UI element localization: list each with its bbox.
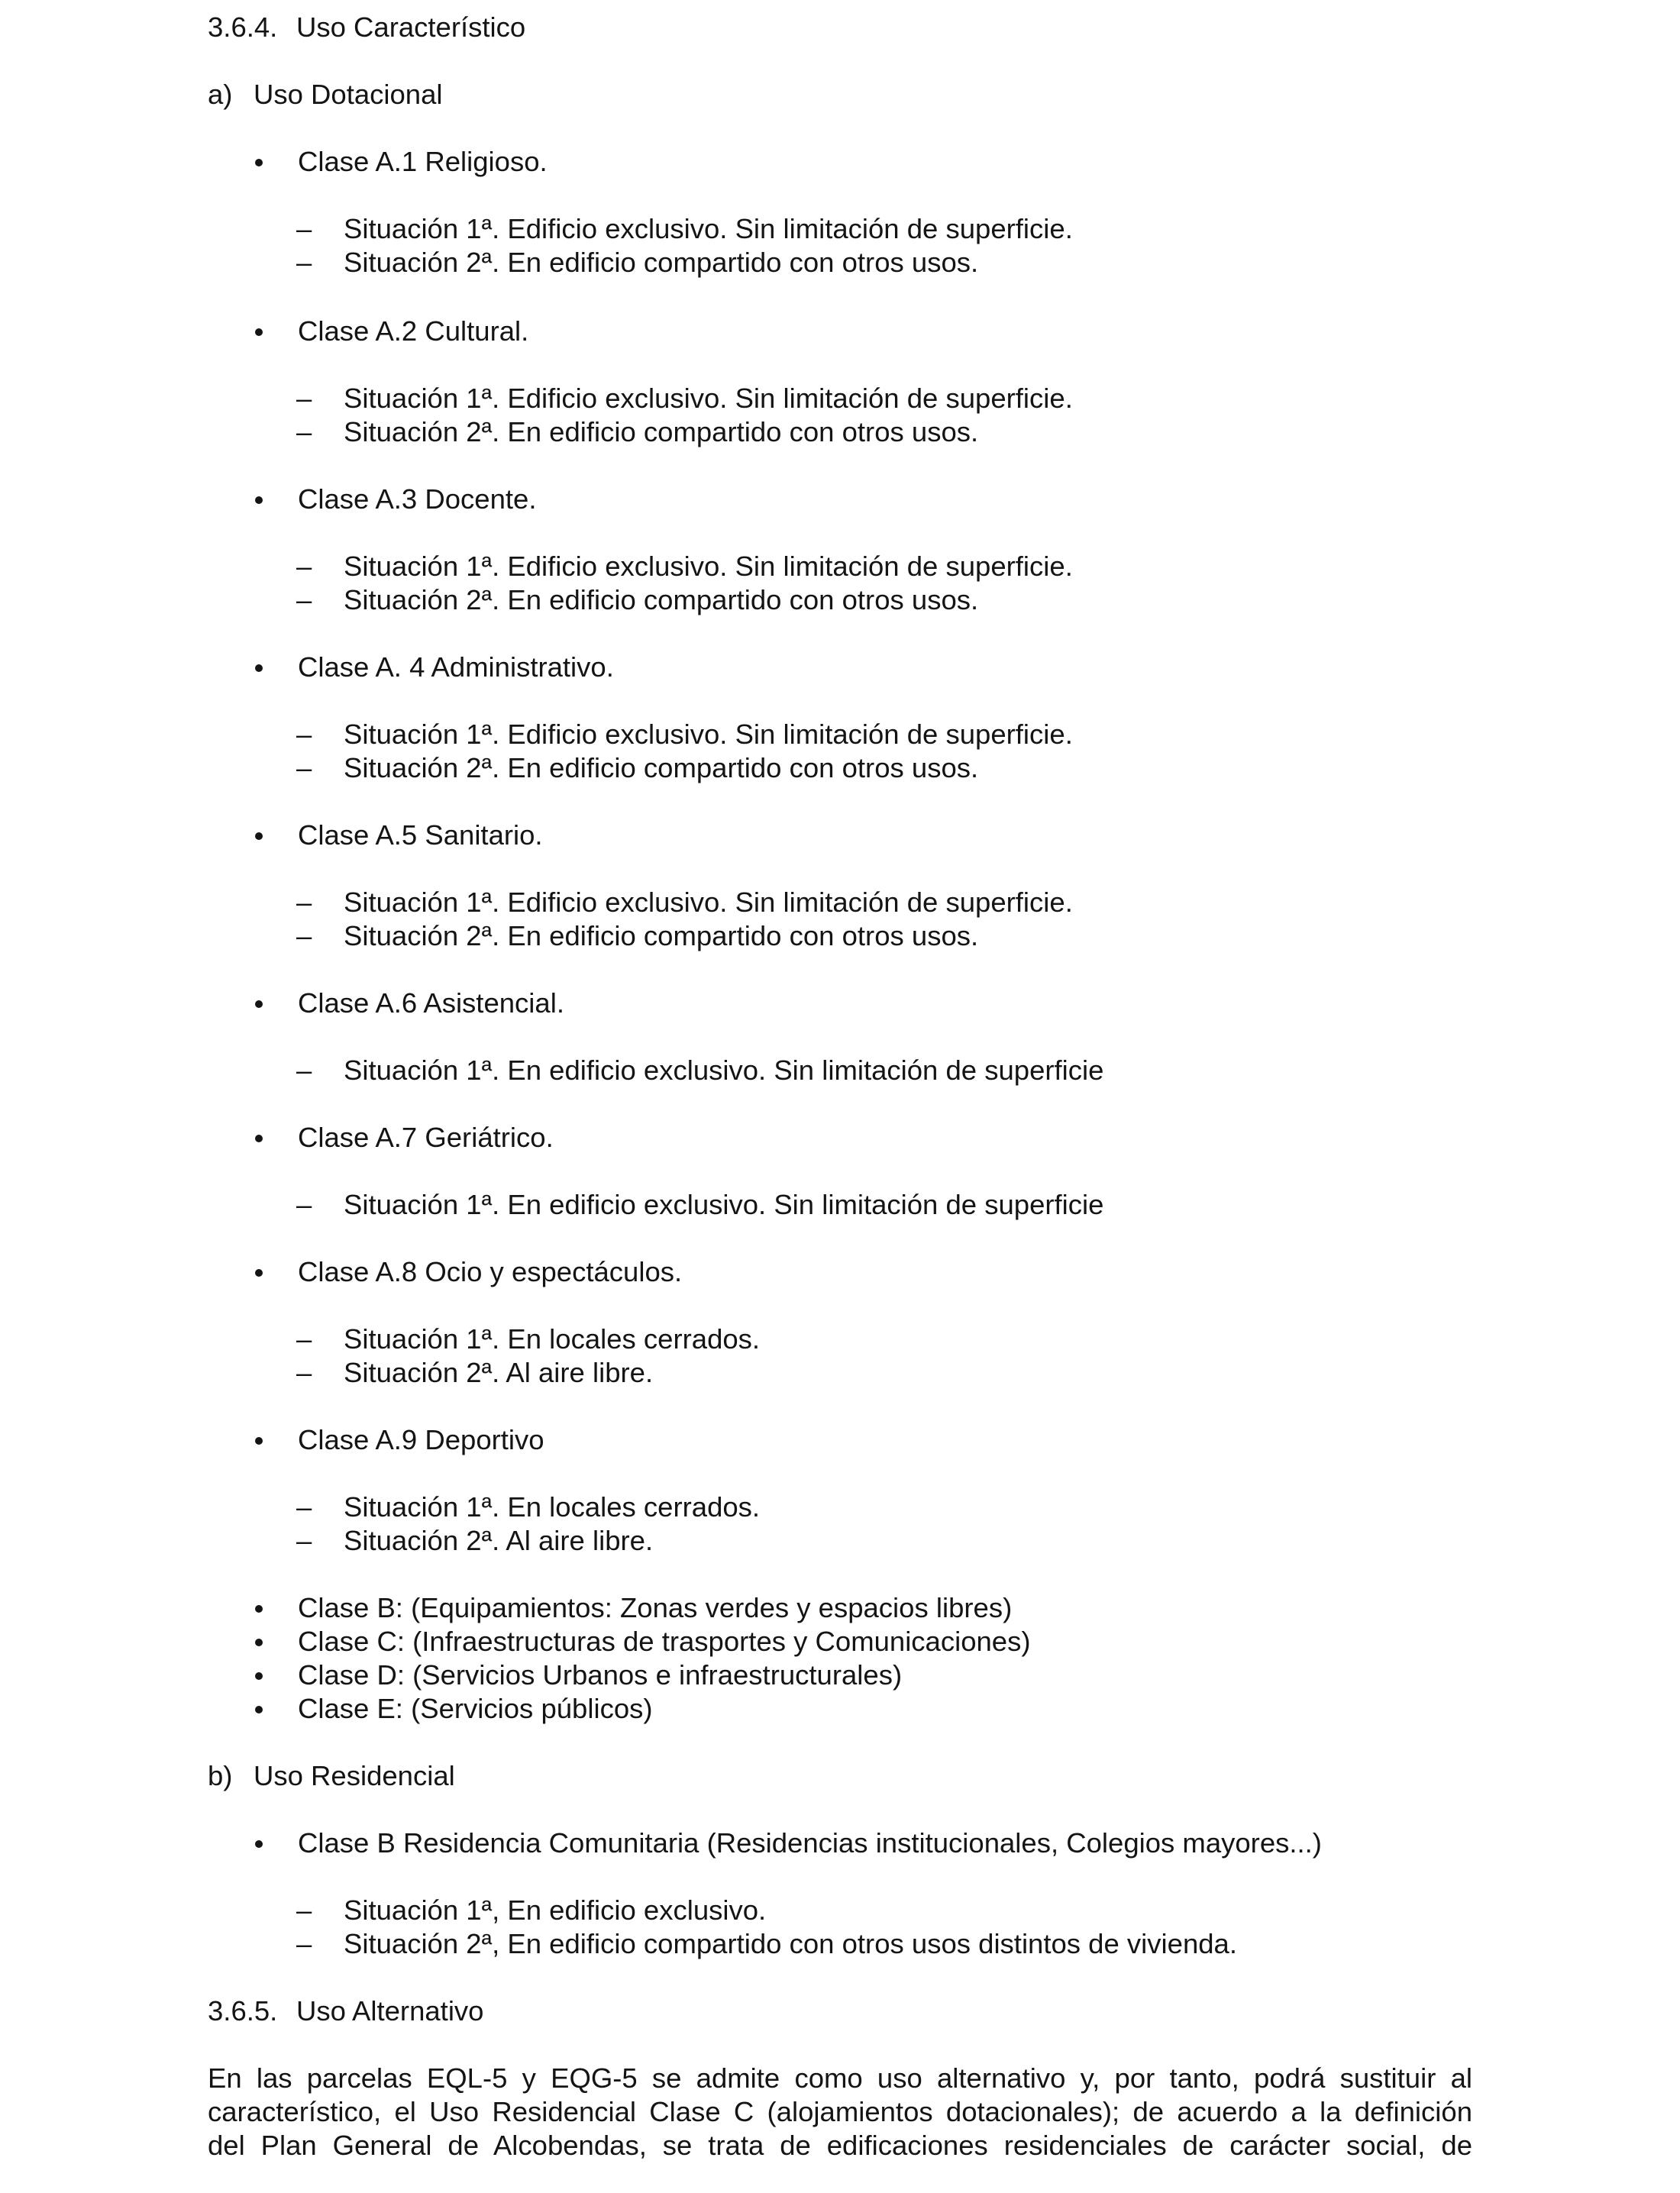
- sub-list-item: [208, 415, 1472, 449]
- section-heading-3-6-4: [208, 11, 1472, 44]
- dash-icon: –: [296, 1894, 312, 1926]
- sub-list-item: [208, 246, 1472, 279]
- dash-icon: –: [296, 584, 312, 615]
- sub-list-text: Situación 2ª. Al aire libre.: [344, 1525, 654, 1556]
- dash-icon: –: [296, 920, 312, 951]
- list-item-label: Clase A.3 Docente.: [298, 483, 537, 515]
- list-item-clase-e: [208, 1692, 1472, 1726]
- paragraph-line: característico, el Uso Residencial Clase C (alojamientos dotacionales); de acuerdo a la definición: [208, 2096, 1472, 2127]
- sub-list-text: Situación 1ª. En edificio exclusivo. Sin limitación de superficie: [344, 1055, 1104, 1086]
- sub-list-text: Situación 1ª. Edificio exclusivo. Sin limitación de superficie.: [344, 383, 1073, 414]
- list-item-clase-a3: [208, 483, 1472, 516]
- list-item-label: Clase A.8 Ocio y espectáculos.: [298, 1256, 683, 1287]
- sub-list-item: [208, 1524, 1472, 1558]
- sub-list-item: [208, 1491, 1472, 1524]
- list-item-clase-b: [208, 1591, 1472, 1625]
- list-item-label: Clase B Residencia Comunitaria (Residencias institucionales, Colegios mayores...): [298, 1827, 1322, 1859]
- sub-list-text: Situación 1ª. Edificio exclusivo. Sin limitación de superficie.: [344, 213, 1073, 244]
- bullet-icon: [255, 1605, 263, 1613]
- list-item-label: Clase A.5 Sanitario.: [298, 819, 543, 851]
- sub-list-item: [208, 718, 1472, 751]
- sub-list-item: [208, 583, 1472, 617]
- sub-list-text: Situación 2ª. En edificio compartido con otros usos.: [344, 416, 979, 447]
- sub-list-text: Situación 2ª. Al aire libre.: [344, 1357, 654, 1388]
- sub-list-text: Situación 1ª. Edificio exclusivo. Sin limitación de superficie.: [344, 719, 1073, 750]
- section-heading-3-6-5: [208, 1994, 1472, 2028]
- bullet-icon: [255, 1840, 263, 1848]
- dash-icon: –: [296, 1928, 312, 1959]
- list-item-clase-c: [208, 1625, 1472, 1658]
- bullet-icon: [255, 664, 263, 672]
- sub-list-item: [208, 1894, 1472, 1927]
- list-item-clase-d: [208, 1658, 1472, 1692]
- dash-icon: –: [296, 416, 312, 447]
- bullet-icon: [255, 1437, 263, 1445]
- sub-list-text: Situación 1ª. En locales cerrados.: [344, 1323, 761, 1355]
- list-item-clase-a6: [208, 987, 1472, 1020]
- subsection-title: Uso Dotacional: [254, 79, 443, 110]
- list-item-label: Clase A.1 Religioso.: [298, 146, 548, 177]
- dash-icon: –: [296, 1525, 312, 1556]
- sub-list-item: [208, 919, 1472, 953]
- bullet-icon: [255, 1135, 263, 1142]
- list-item-clase-a8: [208, 1255, 1472, 1289]
- sub-list-item: [208, 1927, 1472, 1961]
- sub-list-item: [208, 1356, 1472, 1390]
- subsection-letter: b): [208, 1760, 233, 1791]
- bullet-icon: [255, 496, 263, 504]
- bullet-icon: [255, 1706, 263, 1713]
- subsection-letter: a): [208, 79, 233, 110]
- section-title: Uso Característico: [296, 11, 526, 43]
- sub-list-item: [208, 212, 1472, 246]
- paragraph-line: En las parcelas EQL-5 y EQG-5 se admite como uso alternativo y, por tanto, podrá sustituir al: [208, 2062, 1472, 2094]
- bullet-icon: [255, 1672, 263, 1680]
- sub-list-item: [208, 886, 1472, 919]
- dash-icon: –: [296, 887, 312, 918]
- dash-icon: –: [296, 1491, 312, 1523]
- dash-icon: –: [296, 1055, 312, 1086]
- section-number: 3.6.5.: [208, 1995, 278, 2027]
- list-item-label: Clase A.6 Asistencial.: [298, 987, 564, 1019]
- list-item-label: Clase A. 4 Administrativo.: [298, 651, 614, 683]
- list-item-clase-a1: [208, 145, 1472, 179]
- sub-list-item: [208, 550, 1472, 583]
- list-item-label: Clase B: (Equipamientos: Zonas verdes y espacios libres): [298, 1592, 1013, 1623]
- sub-list-text: Situación 2ª. En edificio compartido con otros usos.: [344, 752, 979, 783]
- list-item-clase-a5: [208, 819, 1472, 852]
- dash-icon: –: [296, 1357, 312, 1388]
- sub-list-text: Situación 2ª. En edificio compartido con otros usos.: [344, 920, 979, 951]
- list-item-label: Clase A.9 Deportivo: [298, 1424, 544, 1455]
- sub-list-text: Situación 2ª. En edificio compartido con otros usos.: [344, 247, 979, 278]
- list-item-clase-a2: [208, 315, 1472, 348]
- dash-icon: –: [296, 213, 312, 244]
- list-item-label: Clase A.2 Cultural.: [298, 315, 529, 347]
- bullet-icon: [255, 1639, 263, 1646]
- bullet-icon: [255, 1000, 263, 1008]
- dash-icon: –: [296, 1323, 312, 1355]
- list-item-residencia-comunitaria: [208, 1826, 1472, 1860]
- dash-icon: –: [296, 551, 312, 582]
- list-item-label: Clase A.7 Geriátrico.: [298, 1122, 554, 1153]
- bullet-icon: [255, 328, 263, 336]
- bullet-icon: [255, 1269, 263, 1277]
- list-item-clase-a4: [208, 651, 1472, 684]
- bullet-icon: [255, 159, 263, 166]
- sub-list-text: Situación 1ª. En locales cerrados.: [344, 1491, 761, 1523]
- section-number: 3.6.4.: [208, 11, 278, 43]
- list-item-label: Clase D: (Servicios Urbanos e infraestructurales): [298, 1659, 903, 1691]
- sub-list-text: Situación 2ª, En edificio compartido con otros usos distintos de vivienda.: [344, 1928, 1237, 1959]
- list-item-label: Clase E: (Servicios públicos): [298, 1693, 653, 1724]
- dash-icon: –: [296, 719, 312, 750]
- paragraph-uso-alternativo: [208, 2062, 1472, 2162]
- list-item-label: Clase C: (Infraestructuras de trasportes y Comunicaciones): [298, 1626, 1031, 1657]
- sub-list-item: [208, 1323, 1472, 1356]
- subsection-heading-b: [208, 1759, 1472, 1793]
- dash-icon: –: [296, 247, 312, 278]
- dash-icon: –: [296, 1189, 312, 1220]
- sub-list-item: [208, 1188, 1472, 1222]
- list-item-clase-a9: [208, 1423, 1472, 1457]
- dash-icon: –: [296, 383, 312, 414]
- bullet-icon: [255, 832, 263, 840]
- sub-list-text: Situación 1ª. En edificio exclusivo. Sin limitación de superficie: [344, 1189, 1104, 1220]
- subsection-heading-a: [208, 78, 1472, 111]
- sub-list-text: Situación 2ª. En edificio compartido con otros usos.: [344, 584, 979, 615]
- sub-list-item: [208, 382, 1472, 415]
- dash-icon: –: [296, 752, 312, 783]
- sub-list-item: [208, 751, 1472, 785]
- sub-list-text: Situación 1ª. Edificio exclusivo. Sin limitación de superficie.: [344, 887, 1073, 918]
- sub-list-text: Situación 1ª. Edificio exclusivo. Sin limitación de superficie.: [344, 551, 1073, 582]
- paragraph-line: del Plan General de Alcobendas, se trata de edificaciones residenciales de carácter social, de: [208, 2130, 1472, 2161]
- list-item-clase-a7: [208, 1121, 1472, 1155]
- document-page: [208, 11, 1472, 2162]
- section-title: Uso Alternativo: [296, 1995, 484, 2027]
- subsection-title: Uso Residencial: [254, 1760, 455, 1791]
- sub-list-item: [208, 1054, 1472, 1087]
- sub-list-text: Situación 1ª, En edificio exclusivo.: [344, 1894, 767, 1926]
